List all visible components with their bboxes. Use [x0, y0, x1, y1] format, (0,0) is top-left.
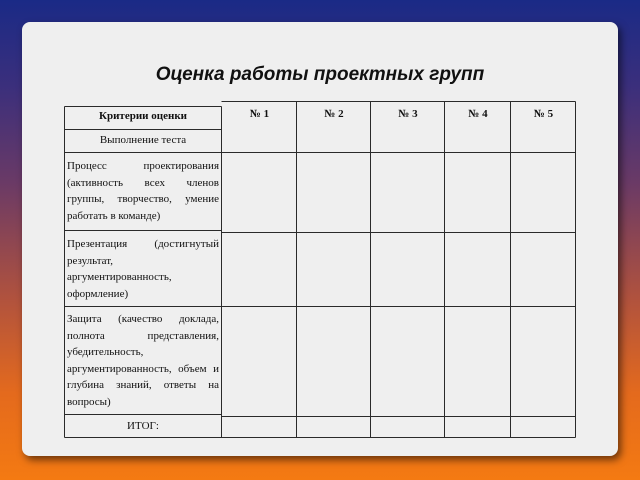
- group-header-2: № 2: [324, 108, 344, 120]
- group-header-5: № 5: [533, 108, 554, 120]
- criterion-presentation: Презентация (достигнутый результат, аргументированность, оформление): [67, 238, 219, 300]
- group-header-3: № 3: [398, 108, 418, 120]
- criterion-design-process: Процесс проектирования (активность всех членов группы, творчество, умение работать в команде): [67, 160, 219, 222]
- criterion-defense: Защита (качество доклада, полнота представления, убедительность, аргументированность, объем и глубина знаний, ответы на вопросы): [67, 313, 219, 408]
- slide-title: Оценка работы проектных групп: [155, 64, 485, 85]
- criteria-header: Критерии оценки: [99, 110, 187, 122]
- total-label: ИТОГ:: [127, 420, 159, 432]
- criterion-test: Выполнение теста: [99, 134, 187, 146]
- group-header-4: № 4: [468, 108, 488, 120]
- group-header-1: № 1: [249, 108, 270, 120]
